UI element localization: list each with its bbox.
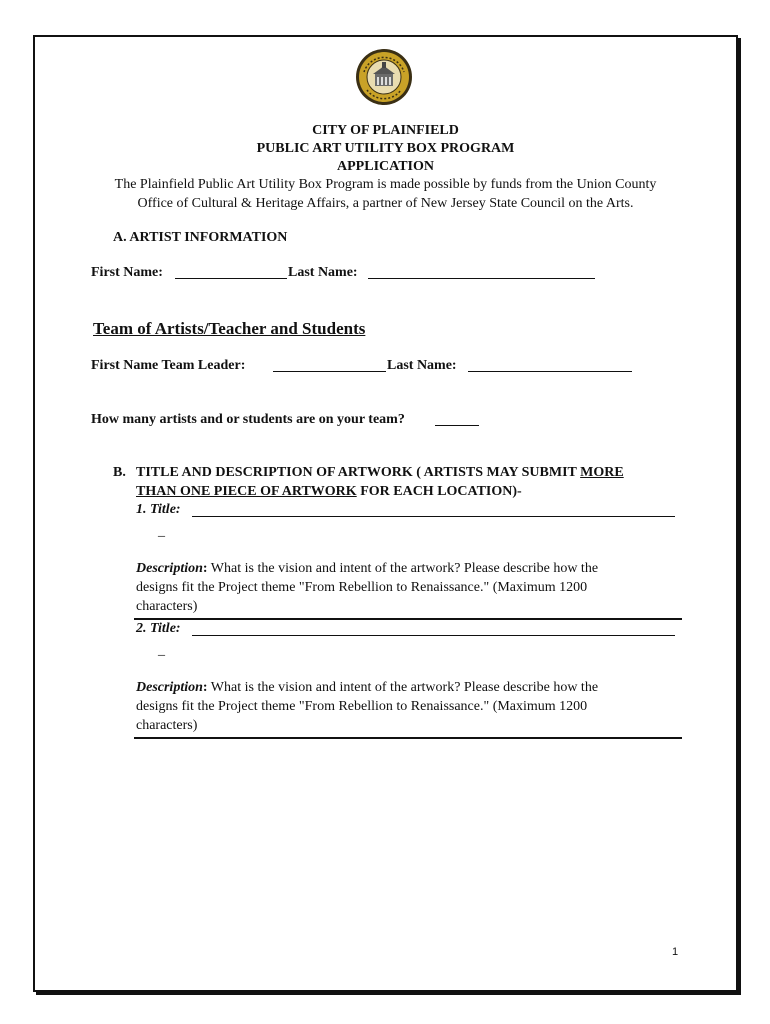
item-2-number: 2. — [136, 621, 147, 636]
item-2-title-row — [136, 621, 181, 637]
item-1-desc-line1 — [136, 559, 598, 578]
item-1-desc-line3: characters) — [136, 599, 198, 614]
section-b-heading-text: TITLE AND DESCRIPTION OF ARTWORK ( ARTISTS MAY SUBMIT — [136, 465, 581, 480]
team-leader-last-name-field[interactable] — [468, 357, 632, 372]
section-b-heading-more: MORE — [580, 465, 624, 480]
item-2-dash: _ — [158, 643, 165, 658]
item-1-description-field[interactable] — [134, 618, 682, 620]
item-1-desc-text1: What is the vision and intent of the artwork? Please describe how the — [207, 561, 599, 576]
title-program: PUBLIC ART UTILITY BOX PROGRAM — [256, 141, 515, 156]
item-1-title-label: Title: — [150, 502, 181, 517]
item-2-description-field[interactable] — [134, 737, 682, 739]
item-2-desc-colon: : — [202, 680, 208, 695]
item-1-desc-line2: designs fit the Project theme "From Rebellion to Renaissance." (Maximum 1200 — [136, 580, 588, 595]
title-application: APPLICATION — [337, 159, 434, 174]
section-b-heading-line1 — [136, 463, 624, 482]
section-b-heading-line2 — [136, 482, 522, 501]
item-2-desc-line1 — [136, 678, 598, 697]
first-name-label: First Name: — [91, 265, 163, 280]
section-b-prefix: B. — [113, 465, 126, 480]
title-city: CITY OF PLAINFIELD — [312, 123, 459, 138]
item-2-desc-line3: characters) — [136, 718, 198, 733]
item-1-number: 1. — [136, 502, 147, 517]
item-2-title-field[interactable] — [192, 621, 675, 636]
team-count-question: How many artists and or students are on your team? — [91, 412, 405, 427]
section-b-heading-rest: FOR EACH LOCATION)- — [356, 484, 522, 499]
intro-line-1: The Plainfield Public Art Utility Box Program is made possible by funds from the Union County — [114, 177, 657, 192]
item-1-desc-label: Description — [136, 561, 203, 576]
item-2-desc-line2: designs fit the Project theme "From Rebellion to Renaissance." (Maximum 1200 — [136, 699, 588, 714]
page-number: 1 — [672, 946, 679, 958]
intro-line-2: Office of Cultural & Heritage Affairs, a partner of New Jersey State Council on the Arts. — [137, 196, 634, 211]
last-name-label: Last Name: — [288, 265, 358, 280]
item-1-title-row — [136, 502, 181, 518]
item-2-desc-text1: What is the vision and intent of the artwork? Please describe how the — [207, 680, 599, 695]
item-1-dash: _ — [158, 524, 165, 539]
item-1-desc-colon: : — [202, 561, 208, 576]
team-last-name-label: Last Name: — [387, 358, 457, 373]
team-leader-first-name-field[interactable] — [273, 357, 386, 372]
team-leader-label: First Name Team Leader: — [91, 358, 246, 373]
team-heading: Team of Artists/Teacher and Students — [93, 319, 366, 338]
first-name-field[interactable] — [175, 264, 287, 279]
team-count-field[interactable] — [435, 411, 479, 426]
section-a-heading: A. ARTIST INFORMATION — [113, 230, 288, 245]
item-2-title-label: Title: — [150, 621, 181, 636]
last-name-field[interactable] — [368, 264, 595, 279]
city-seal-logo — [355, 48, 413, 106]
section-b-heading-underlined: THAN ONE PIECE OF ARTWORK — [136, 484, 357, 499]
item-1-title-field[interactable] — [192, 502, 675, 517]
item-2-desc-label: Description — [136, 680, 203, 695]
